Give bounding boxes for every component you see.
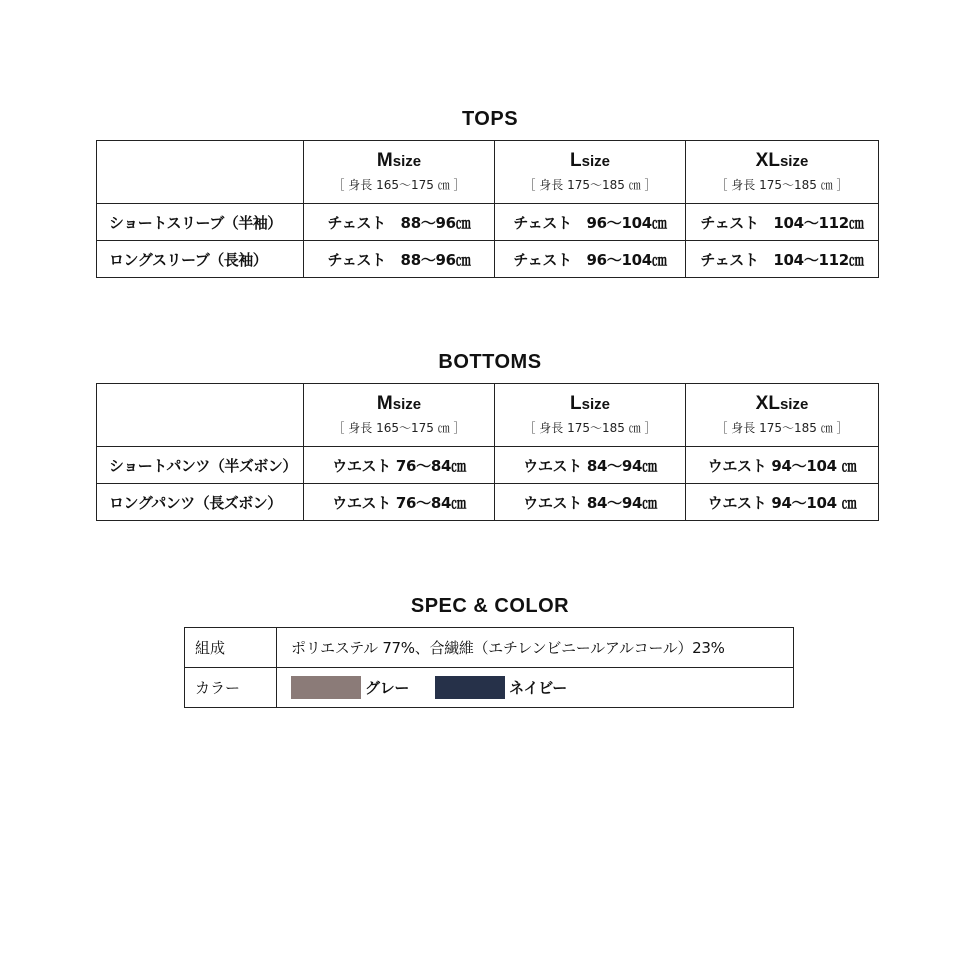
measurement-cell: チェスト 96～104㎝ [495, 204, 686, 241]
height-range: ［ 身長 165～175 ㎝ ］ [332, 178, 466, 192]
row-label: ショートパンツ（半ズボン） [97, 447, 304, 484]
measurement-cell: チェスト 88～96㎝ [304, 241, 495, 278]
m-size-header [304, 384, 495, 447]
size-letter: XL [755, 393, 780, 414]
navy-color-name: ネイビー [509, 679, 568, 697]
gray-color-swatch [291, 676, 361, 699]
color-label: カラー [185, 668, 277, 708]
size-letter: M [376, 393, 393, 414]
color-options [277, 668, 794, 708]
l-size-header [495, 141, 686, 204]
spec-table [184, 627, 794, 708]
table-row [97, 484, 879, 521]
material-label: 組成 [185, 628, 277, 668]
empty-corner-cell [97, 384, 304, 447]
measurement-cell: ウエスト 94～104 ㎝ [686, 484, 879, 521]
height-range: ［ 身長 175～185 ㎝ ］ [523, 421, 657, 435]
empty-corner-cell [97, 141, 304, 204]
xl-size-header [686, 384, 879, 447]
spec-color-title: SPEC & COLOR [410, 595, 570, 617]
measurement-cell: ウエスト 76～84㎝ [304, 447, 495, 484]
tops-size-table [96, 140, 879, 278]
size-letter: M [376, 150, 393, 171]
gray-color-name: グレー [365, 679, 410, 697]
size-suffix: size [779, 153, 809, 170]
m-size-header [304, 141, 495, 204]
table-header-row [97, 141, 879, 204]
navy-color-swatch [435, 676, 505, 699]
size-suffix: size [581, 396, 610, 413]
size-letter: XL [755, 150, 780, 171]
table-header-row [97, 384, 879, 447]
height-range: ［ 身長 175～185 ㎝ ］ [715, 421, 849, 435]
table-row [185, 628, 794, 668]
size-letter: L [570, 393, 582, 414]
measurement-cell: チェスト 96～104㎝ [495, 241, 686, 278]
xl-size-header [686, 141, 879, 204]
tops-title: TOPS [461, 108, 519, 130]
table-row [185, 668, 794, 708]
height-range: ［ 身長 165～175 ㎝ ］ [332, 421, 466, 435]
row-label: ロングスリーブ（長袖） [97, 241, 304, 278]
size-suffix: size [392, 153, 422, 170]
size-suffix: size [779, 396, 809, 413]
measurement-cell: ウエスト 84～94㎝ [495, 484, 686, 521]
table-row [97, 447, 879, 484]
size-letter: L [570, 150, 582, 171]
row-label: ショートスリーブ（半袖） [97, 204, 304, 241]
measurement-cell: チェスト 88～96㎝ [304, 204, 495, 241]
size-suffix: size [392, 396, 422, 413]
measurement-cell: チェスト 104～112㎝ [686, 204, 879, 241]
bottoms-size-table [96, 383, 879, 521]
l-size-header [495, 384, 686, 447]
bottoms-title: BOTTOMS [438, 351, 542, 373]
table-row [97, 241, 879, 278]
table-row [97, 204, 879, 241]
height-range: ［ 身長 175～185 ㎝ ］ [523, 178, 657, 192]
measurement-cell: チェスト 104～112㎝ [686, 241, 879, 278]
measurement-cell: ウエスト 76～84㎝ [304, 484, 495, 521]
row-label: ロングパンツ（長ズボン） [97, 484, 304, 521]
height-range: ［ 身長 175～185 ㎝ ］ [715, 178, 849, 192]
measurement-cell: ウエスト 94～104 ㎝ [686, 447, 879, 484]
material-value: ポリエステル 77%、合繊維（エチレンビニールアルコール）23% [277, 628, 794, 668]
size-suffix: size [581, 153, 610, 170]
measurement-cell: ウエスト 84～94㎝ [495, 447, 686, 484]
